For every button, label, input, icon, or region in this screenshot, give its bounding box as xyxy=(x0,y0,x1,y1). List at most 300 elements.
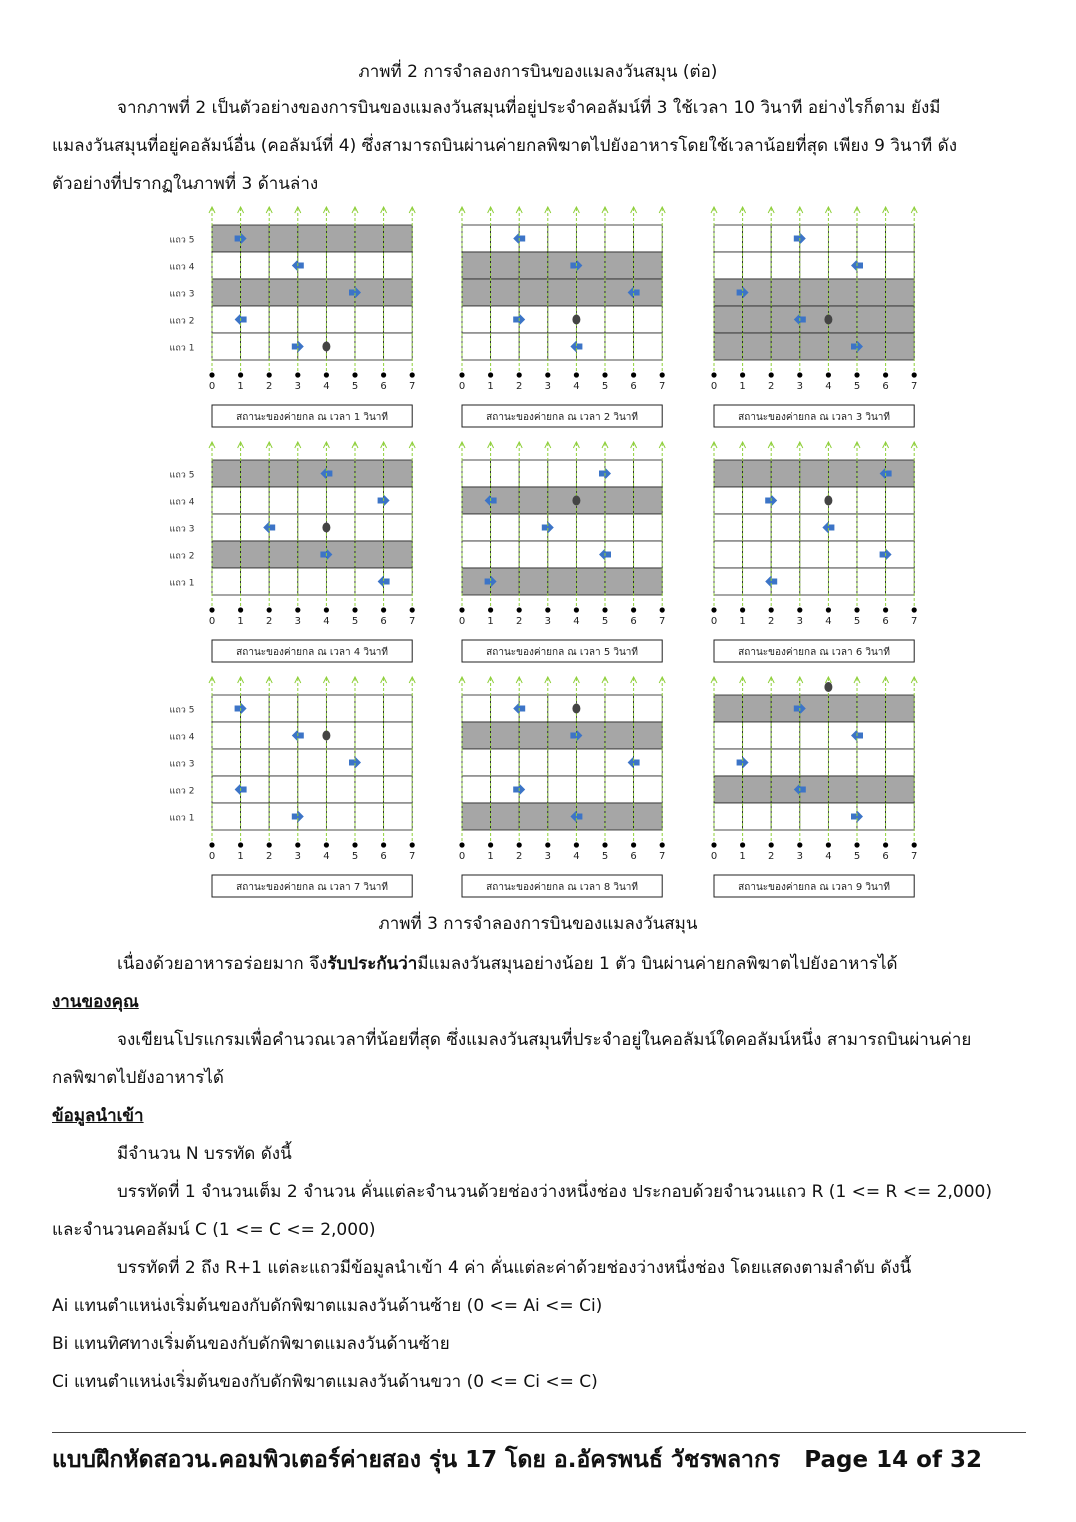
free-cell xyxy=(857,487,886,514)
free-cell xyxy=(326,306,355,333)
free-cell xyxy=(241,568,270,595)
free-cell xyxy=(576,306,605,333)
input-heading: ข้อมูลนำเข้า xyxy=(52,1106,144,1126)
fly-icon xyxy=(572,704,580,714)
panel-caption: สถานะของค่ายกล ณ เวลา 8 วินาที xyxy=(486,882,639,893)
axis-tick-label: 4 xyxy=(573,851,580,862)
free-cell xyxy=(355,333,384,360)
free-cell xyxy=(269,568,298,595)
free-cell xyxy=(269,695,298,722)
trap-cell xyxy=(462,722,491,749)
guarantee-text-after: มีแมลงวันสมุนอย่างน้อย 1 ตัว บินผ่านค่ายกลพิฆาตไปยังอาหารได้ xyxy=(417,954,898,974)
trap-cell xyxy=(771,460,800,487)
trap-cell xyxy=(605,722,634,749)
free-cell xyxy=(886,252,915,279)
axis-tick-label: 5 xyxy=(853,851,861,862)
free-cell xyxy=(212,803,241,830)
fly-icon xyxy=(572,496,580,506)
free-cell xyxy=(714,568,743,595)
axis-dot xyxy=(660,372,665,377)
axis-dot xyxy=(769,372,774,377)
free-cell xyxy=(212,514,241,541)
axis-dot xyxy=(410,607,415,612)
free-cell xyxy=(212,333,241,360)
axis-dot xyxy=(381,372,386,377)
free-cell xyxy=(491,541,520,568)
free-cell xyxy=(326,722,355,749)
trap-cell xyxy=(548,487,577,514)
axis-dot xyxy=(267,842,272,847)
axis-tick-label: 0 xyxy=(710,616,718,627)
row-label: แถว 3 xyxy=(169,524,195,535)
free-cell xyxy=(384,722,413,749)
axis-dot xyxy=(883,372,888,377)
trap-cell xyxy=(828,460,857,487)
trap-cell xyxy=(886,695,915,722)
axis-dot xyxy=(209,842,214,847)
free-cell xyxy=(548,541,577,568)
guarantee-paragraph xyxy=(117,952,898,976)
trap-cell xyxy=(743,306,772,333)
axis-dot xyxy=(488,842,493,847)
axis-dot xyxy=(517,842,522,847)
free-cell xyxy=(384,803,413,830)
trap-cell xyxy=(576,279,605,306)
axis-tick-label: 7 xyxy=(409,381,416,392)
axis-dot xyxy=(295,842,300,847)
free-cell xyxy=(828,225,857,252)
trap-cell xyxy=(241,541,270,568)
axis-dot xyxy=(574,842,579,847)
free-cell xyxy=(714,803,743,830)
axis-dot xyxy=(854,842,859,847)
free-cell xyxy=(828,487,857,514)
axis-dot xyxy=(883,842,888,847)
input-line-2: บรรทัดที่ 1 จำนวนเต็ม 2 จำนวน คั่นแต่ละจำนวนด้วยช่องว่างหนึ่งช่อง ประกอบด้วยจำนวนแถว R (1 <= R <= 2,000) xyxy=(117,1182,992,1202)
axis-tick-label: 4 xyxy=(825,616,832,627)
axis-tick-label: 1 xyxy=(739,616,746,627)
axis-dot xyxy=(740,607,745,612)
trap-cell xyxy=(857,306,886,333)
axis-dot xyxy=(295,607,300,612)
axis-dot xyxy=(459,842,464,847)
free-cell xyxy=(576,776,605,803)
axis-tick-label: 3 xyxy=(294,851,301,862)
free-cell xyxy=(605,225,634,252)
axis-tick-label: 1 xyxy=(487,381,494,392)
axis-tick-label: 6 xyxy=(630,851,637,862)
axis-tick-label: 6 xyxy=(380,851,387,862)
free-cell xyxy=(743,803,772,830)
axis-tick-label: 7 xyxy=(409,616,416,627)
axis-tick-label: 7 xyxy=(659,851,666,862)
free-cell xyxy=(326,776,355,803)
axis-tick-label: 7 xyxy=(659,381,666,392)
free-cell xyxy=(857,749,886,776)
axis-dot xyxy=(740,842,745,847)
free-cell xyxy=(326,333,355,360)
trap-cell xyxy=(269,279,298,306)
free-cell xyxy=(800,749,829,776)
free-cell xyxy=(771,541,800,568)
free-cell xyxy=(548,776,577,803)
row-label: แถว 2 xyxy=(169,316,195,327)
trap-cell xyxy=(519,803,548,830)
axis-dot xyxy=(238,372,243,377)
free-cell xyxy=(886,487,915,514)
row-label: แถว 3 xyxy=(169,759,195,770)
axis-dot xyxy=(631,607,636,612)
trap-cell xyxy=(743,776,772,803)
free-cell xyxy=(355,695,384,722)
axis-dot xyxy=(267,607,272,612)
axis-dot xyxy=(352,607,357,612)
free-cell xyxy=(771,749,800,776)
row-label: แถว 5 xyxy=(169,470,195,481)
trap-cell xyxy=(519,279,548,306)
free-cell xyxy=(743,541,772,568)
free-cell xyxy=(886,514,915,541)
axis-dot xyxy=(883,607,888,612)
free-cell xyxy=(886,722,915,749)
axis-tick-label: 1 xyxy=(237,851,244,862)
free-cell xyxy=(771,803,800,830)
free-cell xyxy=(714,225,743,252)
free-cell xyxy=(605,695,634,722)
free-cell xyxy=(491,514,520,541)
axis-tick-label: 6 xyxy=(882,616,889,627)
axis-dot xyxy=(602,842,607,847)
trap-cell xyxy=(519,487,548,514)
free-cell xyxy=(634,776,663,803)
trap-cell xyxy=(576,568,605,595)
trap-cell xyxy=(828,776,857,803)
free-cell xyxy=(355,776,384,803)
free-cell xyxy=(828,541,857,568)
axis-tick-label: 5 xyxy=(351,381,359,392)
axis-dot xyxy=(854,372,859,377)
free-cell xyxy=(519,333,548,360)
trap-cell xyxy=(857,695,886,722)
axis-tick-label: 3 xyxy=(796,616,803,627)
panel-5 xyxy=(459,442,666,662)
free-cell xyxy=(828,749,857,776)
axis-tick-label: 4 xyxy=(825,381,832,392)
free-cell xyxy=(857,514,886,541)
footer-title: แบบฝึกหัดสอวน.คอมพิวเตอร์ค่ายสอง รุ่น 17 โดย อ.อัครพนธ์ วัชรพลากร xyxy=(52,1447,781,1473)
trap-cell xyxy=(519,568,548,595)
trap-cell xyxy=(800,460,829,487)
fly-icon xyxy=(824,496,832,506)
trap-cell xyxy=(355,460,384,487)
axis-dot xyxy=(209,372,214,377)
row-label: แถว 2 xyxy=(169,551,195,562)
axis-dot xyxy=(488,607,493,612)
input-line-1: มีจำนวน N บรรทัด ดังนี้ xyxy=(117,1144,292,1164)
free-cell xyxy=(576,749,605,776)
axis-dot xyxy=(517,607,522,612)
panel-caption: สถานะของค่ายกล ณ เวลา 1 วินาที xyxy=(236,412,389,423)
axis-dot xyxy=(488,372,493,377)
free-cell xyxy=(714,487,743,514)
panel-caption: สถานะของค่ายกล ณ เวลา 3 วินาที xyxy=(738,412,891,423)
trap-cell xyxy=(886,279,915,306)
trap-cell xyxy=(269,541,298,568)
axis-tick-label: 3 xyxy=(544,851,551,862)
fly-icon xyxy=(322,342,330,352)
free-cell xyxy=(857,568,886,595)
free-cell xyxy=(241,722,270,749)
trap-cell xyxy=(743,460,772,487)
axis-tick-label: 6 xyxy=(630,616,637,627)
trap-cell xyxy=(634,722,663,749)
free-cell xyxy=(212,722,241,749)
axis-tick-label: 4 xyxy=(573,381,580,392)
free-cell xyxy=(269,776,298,803)
free-cell xyxy=(355,252,384,279)
row-label: แถว 4 xyxy=(169,497,195,508)
free-cell xyxy=(384,252,413,279)
free-cell xyxy=(462,333,491,360)
free-cell xyxy=(491,333,520,360)
free-cell xyxy=(800,252,829,279)
axis-tick-label: 5 xyxy=(601,616,609,627)
free-cell xyxy=(743,225,772,252)
free-cell xyxy=(857,225,886,252)
axis-dot xyxy=(381,607,386,612)
free-cell xyxy=(384,306,413,333)
free-cell xyxy=(212,252,241,279)
free-cell xyxy=(298,487,327,514)
free-cell xyxy=(548,225,577,252)
free-cell xyxy=(298,568,327,595)
free-cell xyxy=(462,225,491,252)
row-label: แถว 3 xyxy=(169,289,195,300)
trap-cell xyxy=(828,279,857,306)
trap-cell xyxy=(634,252,663,279)
trap-cell xyxy=(714,776,743,803)
trap-cell xyxy=(634,487,663,514)
page-number: Page 14 of 32 xyxy=(804,1447,982,1473)
trap-cell xyxy=(355,225,384,252)
free-cell xyxy=(519,541,548,568)
trap-cell xyxy=(355,541,384,568)
axis-tick-label: 3 xyxy=(294,616,301,627)
trap-cell xyxy=(241,460,270,487)
free-cell xyxy=(548,749,577,776)
axis-tick-label: 7 xyxy=(659,616,666,627)
free-cell xyxy=(269,487,298,514)
input-line-4: บรรทัดที่ 2 ถึง R+1 แต่ละแถวมีข้อมูลนำเข้า 4 ค่า คั่นแต่ละค่าด้วยช่องว่างหนึ่งช่อง โดยแสดงตามลำดับ ดังนี้ xyxy=(117,1258,912,1278)
axis-dot xyxy=(797,372,802,377)
trap-cell xyxy=(771,333,800,360)
axis-dot xyxy=(660,607,665,612)
trap-cell xyxy=(384,460,413,487)
axis-tick-label: 3 xyxy=(294,381,301,392)
axis-tick-label: 5 xyxy=(853,616,861,627)
free-cell xyxy=(462,541,491,568)
axis-dot xyxy=(797,607,802,612)
axis-dot xyxy=(711,842,716,847)
trap-cell xyxy=(519,252,548,279)
axis-tick-label: 7 xyxy=(911,381,918,392)
axis-dot xyxy=(912,372,917,377)
axis-dot xyxy=(410,842,415,847)
free-cell xyxy=(462,460,491,487)
axis-tick-label: 1 xyxy=(739,381,746,392)
axis-dot xyxy=(826,607,831,612)
free-cell xyxy=(714,514,743,541)
free-cell xyxy=(519,460,548,487)
axis-tick-label: 6 xyxy=(380,616,387,627)
free-cell xyxy=(771,722,800,749)
free-cell xyxy=(462,695,491,722)
free-cell xyxy=(212,487,241,514)
free-cell xyxy=(241,803,270,830)
free-cell xyxy=(384,749,413,776)
trap-cell xyxy=(605,803,634,830)
row-label: แถว 5 xyxy=(169,235,195,246)
axis-tick-label: 6 xyxy=(882,851,889,862)
axis-tick-label: 0 xyxy=(208,851,216,862)
free-cell xyxy=(384,695,413,722)
axis-tick-label: 4 xyxy=(323,851,330,862)
axis-dot xyxy=(912,842,917,847)
trap-cell xyxy=(714,306,743,333)
trap-cell xyxy=(743,333,772,360)
panel-caption: สถานะของค่ายกล ณ เวลา 6 วินาที xyxy=(738,647,891,658)
free-cell xyxy=(548,306,577,333)
trap-cell xyxy=(771,279,800,306)
trap-cell xyxy=(800,333,829,360)
panel-8 xyxy=(459,677,666,897)
free-cell xyxy=(355,722,384,749)
free-cell xyxy=(491,460,520,487)
fly-icon xyxy=(322,731,330,741)
free-cell xyxy=(634,306,663,333)
axis-dot xyxy=(352,842,357,847)
trap-cell xyxy=(326,225,355,252)
axis-tick-label: 3 xyxy=(544,616,551,627)
free-cell xyxy=(576,514,605,541)
trap-cell xyxy=(462,252,491,279)
axis-dot xyxy=(324,607,329,612)
axis-dot xyxy=(740,372,745,377)
free-cell xyxy=(634,333,663,360)
trap-cell xyxy=(519,722,548,749)
axis-dot xyxy=(711,372,716,377)
axis-tick-label: 0 xyxy=(710,851,718,862)
free-cell xyxy=(886,225,915,252)
row-label: แถว 5 xyxy=(169,705,195,716)
intro-line-1: จากภาพที่ 2 เป็นตัวอย่างของการบินของแมลงวันสมุนที่อยู่ประจำคอลัมน์ที่ 3 ใช้เวลา 10 วินาที อย่างไรก็ตาม ยังมี xyxy=(117,98,941,118)
trap-cell xyxy=(605,252,634,279)
axis-tick-label: 1 xyxy=(237,616,244,627)
free-cell xyxy=(355,306,384,333)
axis-tick-label: 2 xyxy=(768,381,775,392)
axis-dot xyxy=(545,372,550,377)
intro-line-2: แมลงวันสมุนที่อยู่คอลัมน์อื่น (คอลัมน์ที่ 4) ซึ่งสามารถบินผ่านค่ายกลพิฆาตไปยังอาหารโดยใช้เวลาน้อยที่สุด เพียง 9 วินาที ดัง xyxy=(52,136,958,156)
trap-cell xyxy=(714,460,743,487)
input-line-3: และจำนวนคอลัมน์ C (1 <= C <= 2,000) xyxy=(52,1220,376,1240)
axis-dot xyxy=(381,842,386,847)
axis-tick-label: 1 xyxy=(237,381,244,392)
axis-tick-label: 3 xyxy=(796,851,803,862)
axis-tick-label: 6 xyxy=(380,381,387,392)
axis-tick-label: 5 xyxy=(601,381,609,392)
trap-cell xyxy=(886,333,915,360)
free-cell xyxy=(800,541,829,568)
panel-caption: สถานะของค่ายกล ณ เวลา 5 วินาที xyxy=(486,647,639,658)
trap-cell xyxy=(491,252,520,279)
free-cell xyxy=(828,568,857,595)
trap-cell xyxy=(634,568,663,595)
free-cell xyxy=(298,514,327,541)
axis-dot xyxy=(238,607,243,612)
axis-dot xyxy=(826,842,831,847)
free-cell xyxy=(462,514,491,541)
axis-tick-label: 7 xyxy=(409,851,416,862)
row-label: แถว 4 xyxy=(169,732,195,743)
free-cell xyxy=(634,514,663,541)
row-label: แถว 4 xyxy=(169,262,195,273)
input-line-ai: Ai แทนตำแหน่งเริ่มต้นของกับดักพิฆาตแมลงวันด้านซ้าย (0 <= Ai <= Ci) xyxy=(52,1296,603,1316)
axis-tick-label: 4 xyxy=(825,851,832,862)
axis-dot xyxy=(574,372,579,377)
axis-dot xyxy=(602,372,607,377)
free-cell xyxy=(605,333,634,360)
axis-tick-label: 3 xyxy=(544,381,551,392)
free-cell xyxy=(634,695,663,722)
axis-dot xyxy=(711,607,716,612)
axis-tick-label: 2 xyxy=(768,616,775,627)
axis-tick-label: 4 xyxy=(323,616,330,627)
axis-tick-label: 2 xyxy=(516,851,523,862)
trap-cell xyxy=(384,225,413,252)
trap-cell xyxy=(857,279,886,306)
axis-dot xyxy=(769,842,774,847)
free-cell xyxy=(886,568,915,595)
axis-dot xyxy=(797,842,802,847)
axis-tick-label: 2 xyxy=(516,616,523,627)
free-cell xyxy=(298,749,327,776)
panel-caption: สถานะของค่ายกล ณ เวลา 9 วินาที xyxy=(738,882,891,893)
free-cell xyxy=(241,252,270,279)
free-cell xyxy=(491,749,520,776)
free-cell xyxy=(241,333,270,360)
axis-tick-label: 7 xyxy=(911,851,918,862)
input-line-ci: Ci แทนตำแหน่งเริ่มต้นของกับดักพิฆาตแมลงวันด้านขวา (0 <= Ci <= C) xyxy=(52,1372,598,1392)
axis-dot xyxy=(352,372,357,377)
free-cell xyxy=(326,487,355,514)
fly-icon xyxy=(824,682,832,692)
free-cell xyxy=(743,252,772,279)
axis-tick-label: 0 xyxy=(458,616,466,627)
axis-dot xyxy=(324,372,329,377)
trap-cell xyxy=(212,460,241,487)
trap-cell xyxy=(828,695,857,722)
trap-cell xyxy=(828,306,857,333)
axis-tick-label: 1 xyxy=(487,851,494,862)
axis-tick-label: 1 xyxy=(487,616,494,627)
free-cell xyxy=(714,722,743,749)
axis-dot xyxy=(267,372,272,377)
free-cell xyxy=(355,514,384,541)
axis-tick-label: 0 xyxy=(458,851,466,862)
axis-dot xyxy=(459,607,464,612)
free-cell xyxy=(743,722,772,749)
panel-1 xyxy=(170,207,416,427)
